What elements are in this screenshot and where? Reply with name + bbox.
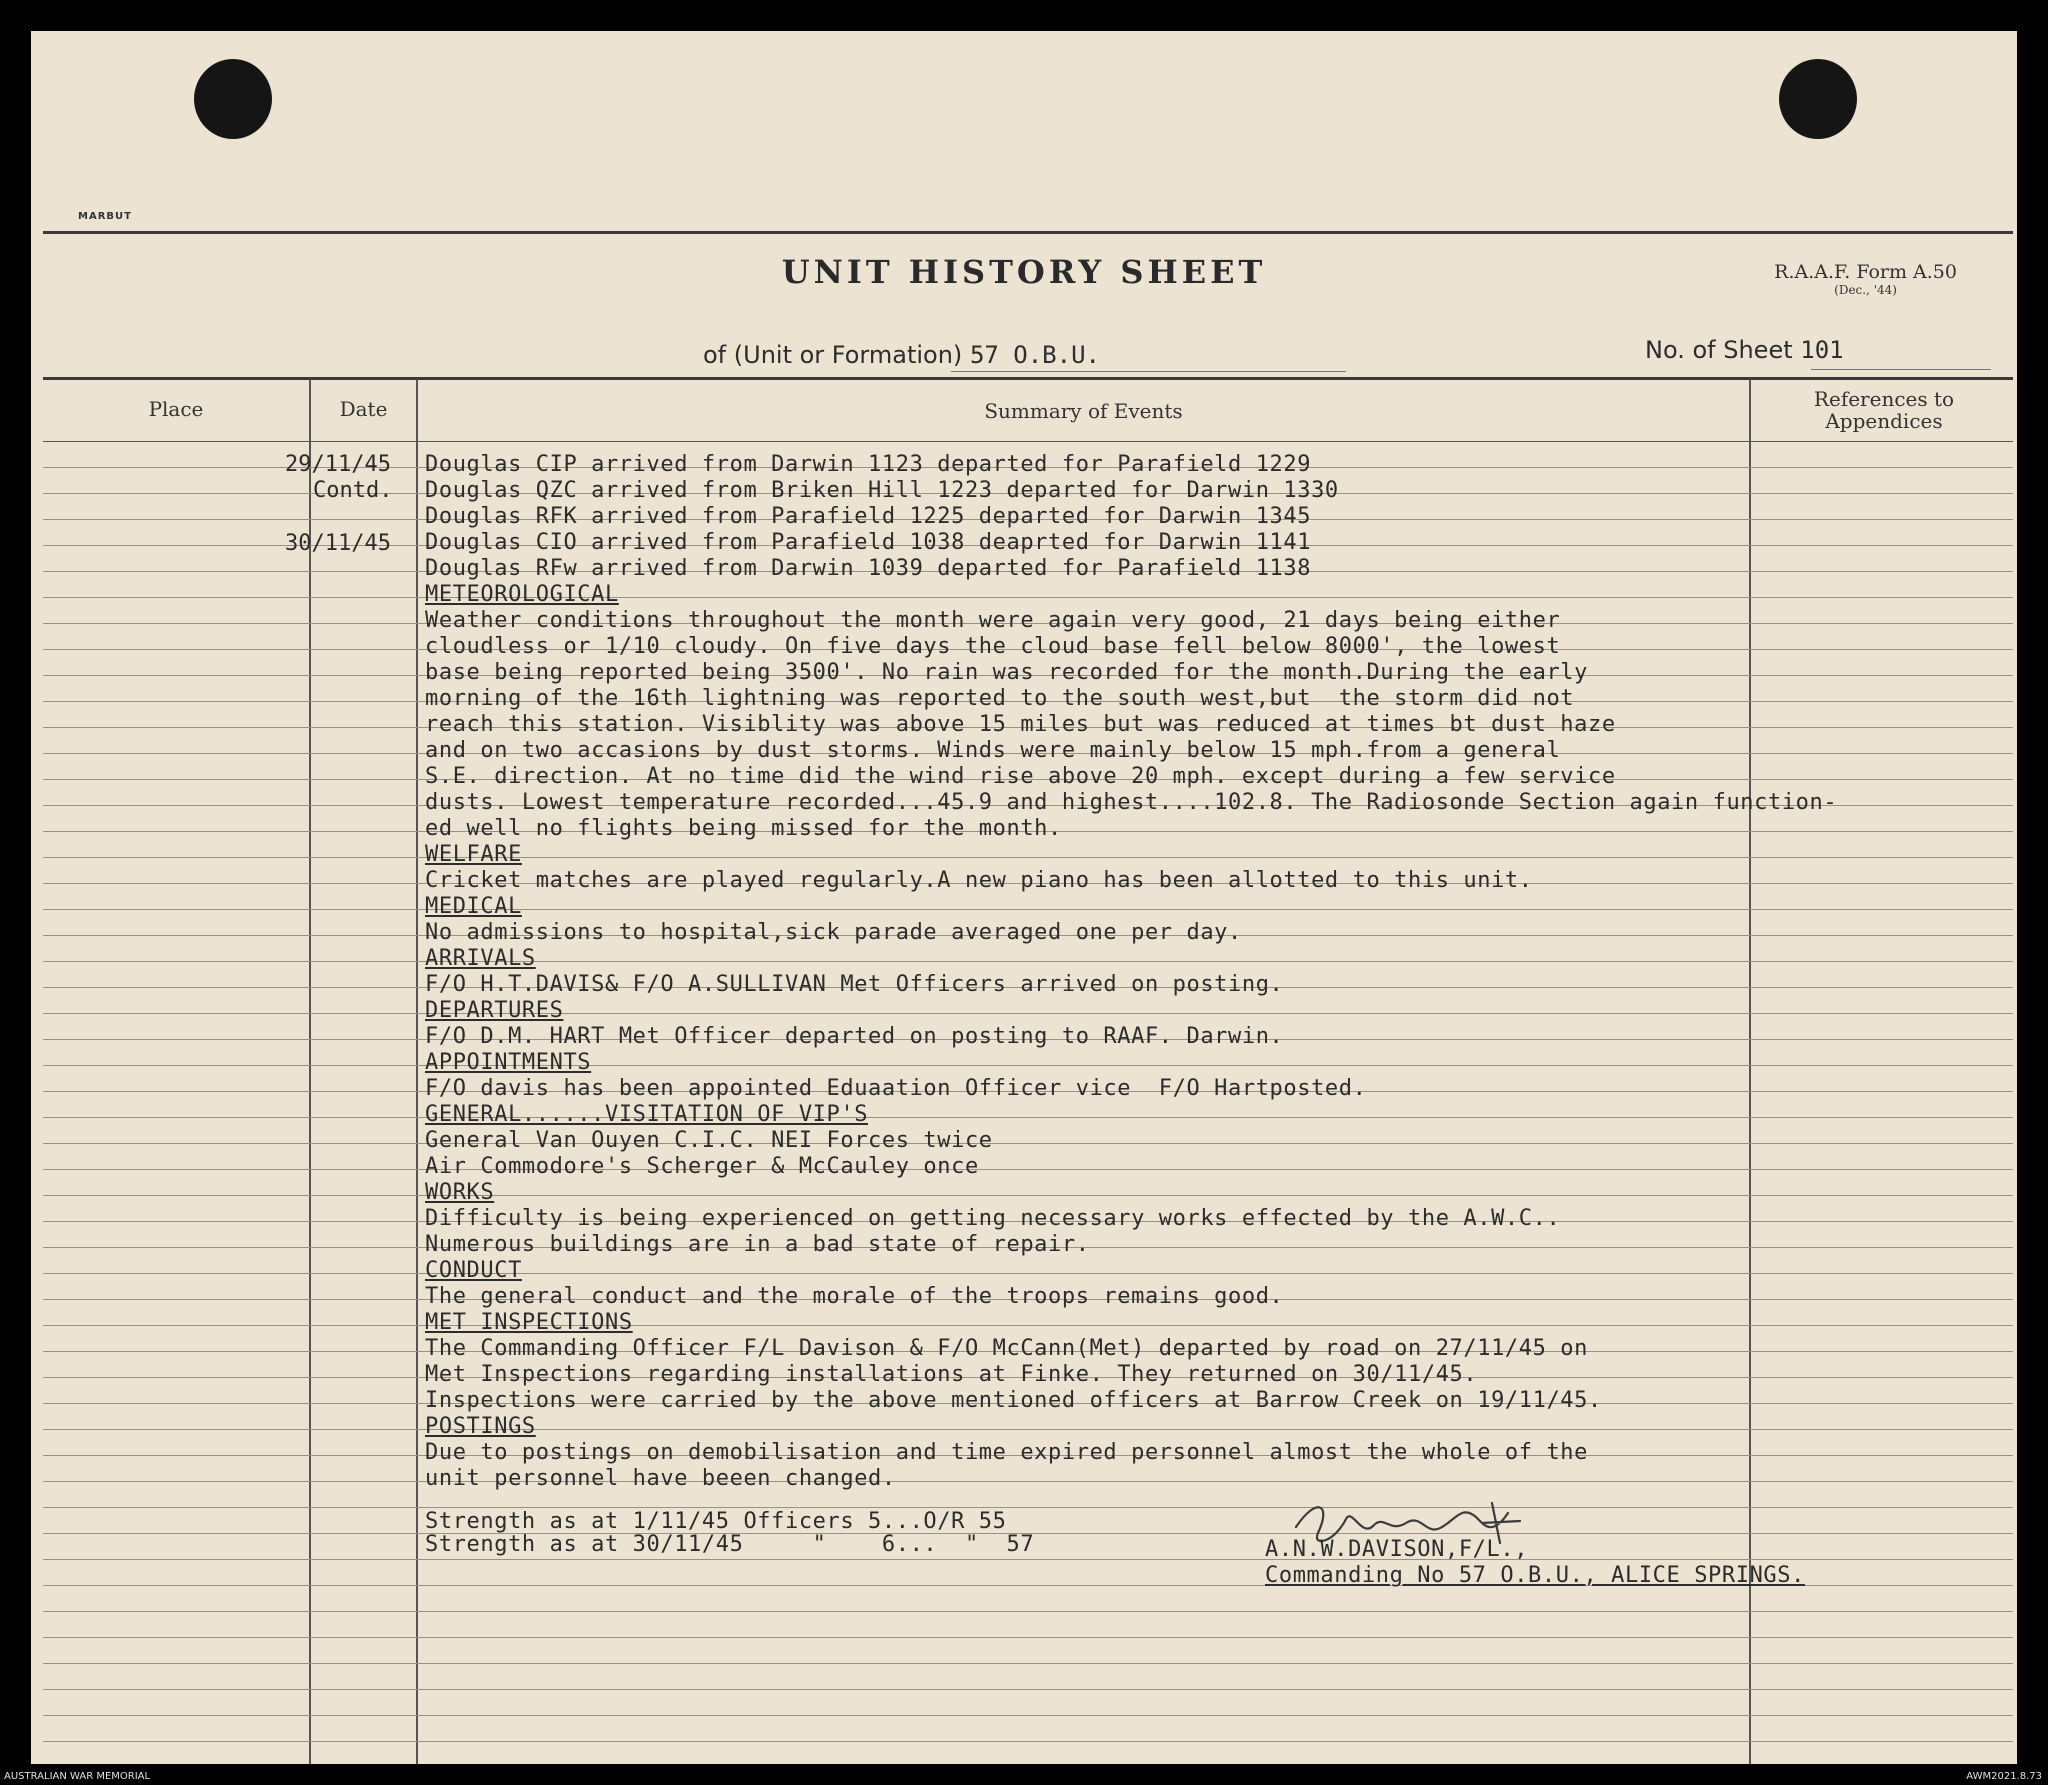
summary-line: Met Inspections regarding installations at Finke. They returned on 30/11/45. xyxy=(425,1362,1478,1387)
sheet-number-field xyxy=(1645,336,1844,364)
summary-line: Cricket matches are played regularly.A new piano has been allotted to this unit. xyxy=(425,868,1533,893)
summary-line: Air Commodore's Scherger & McCauley once xyxy=(425,1154,979,1179)
strength-line: Strength as at 30/11/45 " 6... " 57 xyxy=(425,1532,1035,1557)
unit-fill-line xyxy=(951,371,1346,372)
ruled-line xyxy=(43,1195,2013,1196)
ruled-line xyxy=(43,857,2013,858)
section-heading: GENERAL......VISITATION OF VIP'S xyxy=(425,1102,869,1127)
ruled-line xyxy=(43,1559,2013,1560)
ruled-line xyxy=(43,961,2013,962)
header-summary: Summary of Events xyxy=(984,399,1183,423)
signatory-title: Commanding No 57 O.B.U., ALICE SPRINGS. xyxy=(1265,1563,1805,1588)
section-heading: DEPARTURES xyxy=(425,998,564,1023)
summary-line: morning of the 16th lightning was reported to the south west,but the storm did not xyxy=(425,686,1575,711)
summary-line: Douglas QZC arrived from Briken Hill 1223 departed for Darwin 1330 xyxy=(425,478,1339,503)
footer-source: AUSTRALIAN WAR MEMORIAL xyxy=(4,1771,151,1782)
section-heading: MEDICAL xyxy=(425,894,522,919)
summary-line: Due to postings on demobilisation and time expired personnel almost the whole of the xyxy=(425,1440,1588,1465)
header-bottom-rule xyxy=(43,441,2013,442)
section-heading: MET INSPECTIONS xyxy=(425,1310,633,1335)
section-heading: APPOINTMENTS xyxy=(425,1050,592,1075)
ruled-line xyxy=(43,1065,2013,1066)
summary-line: and on two accasions by dust storms. Winds were mainly below 15 mph.from a general xyxy=(425,738,1561,763)
sheet-label: No. of Sheet xyxy=(1645,336,1793,364)
sheet-value: 101 xyxy=(1800,336,1844,364)
summary-line: Douglas RFK arrived from Parafield 1225 departed for Darwin 1345 xyxy=(425,504,1312,529)
ruled-line xyxy=(43,1611,2013,1612)
form-number-text: R.A.A.F. Form A.50 xyxy=(1774,261,1957,283)
unit-label: of (Unit or Formation) xyxy=(703,341,963,369)
summary-line: S.E. direction. At no time did the wind rise above 20 mph. except during a few service xyxy=(425,764,1616,789)
summary-line: base being reported being 3500'. No rain was recorded for the month.During the early xyxy=(425,660,1588,685)
summary-line: unit personnel have beeen changed. xyxy=(425,1466,896,1491)
summary-line: ed well no flights being missed for the month. xyxy=(425,816,1062,841)
ruled-line xyxy=(43,1741,2013,1742)
ruled-line xyxy=(43,1117,2013,1118)
summary-line: dusts. Lowest temperature recorded...45.9 and highest....102.8. The Radiosonde Section again function- xyxy=(425,790,1838,815)
sheet-fill-line xyxy=(1811,369,1991,370)
footer-accession: AWM2021.8.73 xyxy=(1966,1771,2042,1782)
ruled-line xyxy=(43,1169,2013,1170)
strength-line: Strength as at 1/11/45 Officers 5...O/R 55 xyxy=(425,1509,1007,1534)
top-rule xyxy=(43,231,2013,234)
signatory-name: A.N.W.DAVISON,F/L., xyxy=(1265,1537,1529,1562)
unit-field xyxy=(703,341,1100,369)
ruled-line xyxy=(43,1715,2013,1716)
summary-line: reach this station. Visiblity was above 15 miles but was reduced at times bt dust haze xyxy=(425,712,1616,737)
header-rule xyxy=(43,377,2013,380)
ruled-line xyxy=(43,1429,2013,1430)
summary-line: F/O H.T.DAVIS& F/O A.SULLIVAN Met Officers arrived on posting. xyxy=(425,972,1284,997)
summary-line: The general conduct and the morale of the troops remains good. xyxy=(425,1284,1284,1309)
header-place: Place xyxy=(148,397,204,421)
summary-line: Difficulty is being experienced on getting necessary works effected by the A.W.C.. xyxy=(425,1206,1561,1231)
form-date: (Dec., '44) xyxy=(1834,283,1897,297)
summary-line: Douglas CIO arrived from Parafield 1038 deaprted for Darwin 1141 xyxy=(425,530,1312,555)
summary-line: The Commanding Officer F/L Davison & F/O McCann(Met) departed by road on 27/11/45 on xyxy=(425,1336,1588,1361)
summary-line: Douglas RFw arrived from Darwin 1039 departed for Parafield 1138 xyxy=(425,556,1312,581)
summary-line: F/O D.M. HART Met Officer departed on posting to RAAF. Darwin. xyxy=(425,1024,1284,1049)
unit-value: 57 O.B.U. xyxy=(969,341,1100,369)
ruled-line xyxy=(43,1689,2013,1690)
ruled-line xyxy=(43,1273,2013,1274)
summary-line: Inspections were carried by the above mentioned officers at Barrow Creek on 19/11/45. xyxy=(425,1388,1602,1413)
ruled-line xyxy=(43,1325,2013,1326)
summary-line: F/O davis has been appointed Eduaation Officer vice F/O Hartposted. xyxy=(425,1076,1367,1101)
printer-mark: MARBUT xyxy=(78,211,132,222)
header-date: Date xyxy=(339,397,388,421)
date-entry: Contd. xyxy=(313,478,393,503)
ruled-line xyxy=(43,1481,2013,1482)
ruled-line xyxy=(43,1143,2013,1144)
form-number xyxy=(1774,261,1957,297)
header-refs: References to Appendices xyxy=(1813,387,1955,433)
punch-hole-left xyxy=(194,59,272,139)
ruled-line xyxy=(43,1507,2013,1508)
summary-line: Weather conditions throughout the month were again very good, 21 days being either xyxy=(425,608,1561,633)
date-entry: 29/11/45 xyxy=(285,452,391,477)
summary-line: Douglas CIP arrived from Darwin 1123 departed for Parafield 1229 xyxy=(425,452,1312,477)
section-heading: ARRIVALS xyxy=(425,946,536,971)
ruled-line xyxy=(43,597,2013,598)
sheet-title: UNIT HISTORY SHEET xyxy=(781,253,1267,291)
ruled-line xyxy=(43,909,2013,910)
summary-line: Numerous buildings are in a bad state of repair. xyxy=(425,1232,1090,1257)
ruled-line xyxy=(43,1013,2013,1014)
punch-hole-right xyxy=(1779,59,1857,139)
column-divider-place xyxy=(309,379,311,1764)
summary-line: No admissions to hospital,sick parade averaged one per day. xyxy=(425,920,1242,945)
ruled-line xyxy=(43,1637,2013,1638)
section-heading: POSTINGS xyxy=(425,1414,536,1439)
summary-line: General Van Ouyen C.I.C. NEI Forces twice xyxy=(425,1128,993,1153)
column-divider-date xyxy=(416,379,418,1764)
section-heading: WELFARE xyxy=(425,842,522,867)
history-sheet xyxy=(31,31,2017,1764)
ruled-line xyxy=(43,1663,2013,1664)
section-heading: CONDUCT xyxy=(425,1258,522,1283)
date-entry: 30/11/45 xyxy=(285,531,391,556)
column-divider-refs xyxy=(1749,379,1751,1764)
section-heading: METEOROLOGICAL xyxy=(425,582,619,607)
summary-line: cloudless or 1/10 cloudy. On five days the cloud base fell below 8000', the lowest xyxy=(425,634,1561,659)
section-heading: WORKS xyxy=(425,1180,495,1205)
